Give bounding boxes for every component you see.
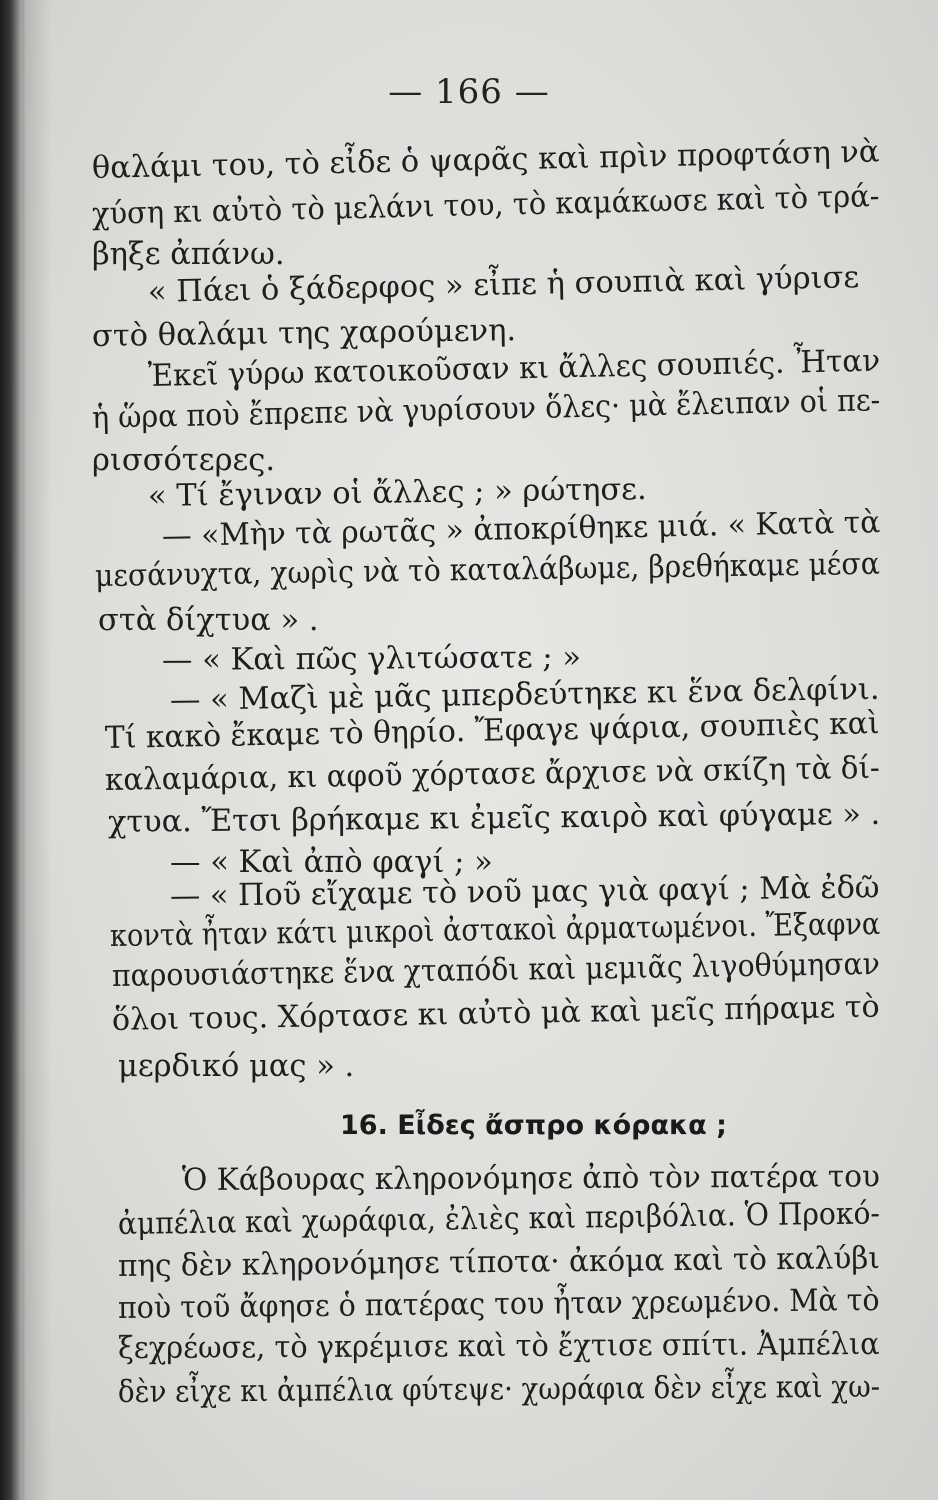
text-line: ποὺ τοῦ ἄφησε ὁ πατέρας του ἦταν χρεωμένο. Μὰ τὸ (117, 1283, 880, 1326)
text-line: — « Καὶ ἀπὸ φαγί ; » (170, 845, 493, 880)
text-line: βηξε ἀπάνω. (92, 237, 285, 272)
text-line: Ὁ Κάβουρας κληρονόμησε ἀπὸ τὸν πατέρα του (181, 1159, 880, 1198)
text-line: κοντὰ ἦταν κάτι μικροὶ ἀστακοὶ ἀρματωμένοι. Ἔξαφνα (109, 906, 881, 954)
section-title: 16. Εἶδες ἄσπρο κόρακα ; (340, 1110, 727, 1141)
text-line: — «Μὴν τὰ ρωτᾶς » ἀποκρίθηκε μιά. « Κατὰ τὰ (161, 505, 881, 554)
text-line: « Τί ἔγιναν οἱ ἄλλες ; » ρώτησε. (147, 472, 647, 514)
text-line: μεσάνυχτα, χωρὶς νὰ τὸ καταλάβωμε, βρεθήκαμε μέσα (94, 546, 881, 594)
text-line: στὸ θαλάμι της χαρούμενη. (91, 313, 517, 354)
text-line: καλαμάρια, κι αφοῦ χόρτασε ἄρχισε νὰ σκίζη τὰ δί- (104, 750, 881, 798)
text-line: ρισσότερες. (92, 443, 276, 478)
text-line: Τί κακὸ ἔκαμε τὸ θηρίο. Ἔφαγε ψάρια, σουπιὲς καὶ (104, 706, 880, 756)
text-line: θαλάμι του, τὸ εἶδε ὁ ψαρᾶς καὶ πρὶν προφτάση νὰ (91, 134, 880, 186)
page-number: — 166 — (388, 72, 550, 112)
text-line: παρουσιάστηκε ἕνα χταπόδι καὶ μεμιᾶς λιγοθύμησαν (111, 946, 881, 994)
text-line: χύση κι αὐτὸ τὸ μελάνι του, τὸ καμάκωσε καὶ τὸ τρά- (91, 179, 880, 232)
text-line: χτυα. Ἔτσι βρήκαμε κι ἐμεῖς καιρὸ καὶ φύγαμε » . (107, 796, 881, 840)
text-line: μερδικό μας » . (118, 1049, 355, 1084)
text-line: « Πάει ὁ ξάδερφος » εἶπε ἡ σουπιὰ καὶ γύρισε (147, 260, 860, 310)
text-line: — « Καὶ πῶς γλιτώσατε ; » (161, 640, 582, 678)
text-line: ὅλοι τους. Χόρτασε κι αὐτὸ μὰ καὶ μεῖς πήραμε τὸ (111, 989, 880, 1038)
text-line: Ἐκεῖ γύρω κατοικοῦσαν κι ἄλλες σουπιές. Ἦταν (147, 343, 881, 394)
text-line: στὰ δίχτυα » . (98, 603, 319, 638)
text-line: — « Ποῦ εἴχαμε τὸ νοῦ μας γιὰ φαγί ; Μὰ ἐδῶ (169, 870, 880, 914)
text-line: πης δὲν κληρονόμησε τίποτα· ἀκόμα καὶ τὸ καλύβι (117, 1241, 881, 1284)
text-line: ξεχρέωσε, τὸ γκρέμισε καὶ τὸ ἔχτισε σπίτι. Ἀμπέλια (117, 1327, 880, 1366)
text-line: ἡ ὥρα ποὺ ἔπρεπε νὰ γυρίσουν ὅλες· μὰ ἔλειπαν οἱ πε- (91, 383, 881, 436)
text-line: — « Μαζὶ μὲ μᾶς μπερδεύτηκε κι ἕνα δελφίνι. (169, 671, 880, 718)
text-line: δὲν εἶχε κι ἀμπέλια φύτεψε· χωράφια δὲν εἶχε καὶ χω- (117, 1369, 881, 1410)
text-line: ἀμπέλια καὶ χωράφια, ἐλιὲς καὶ περιβόλια. Ὁ Προκό- (117, 1196, 881, 1242)
